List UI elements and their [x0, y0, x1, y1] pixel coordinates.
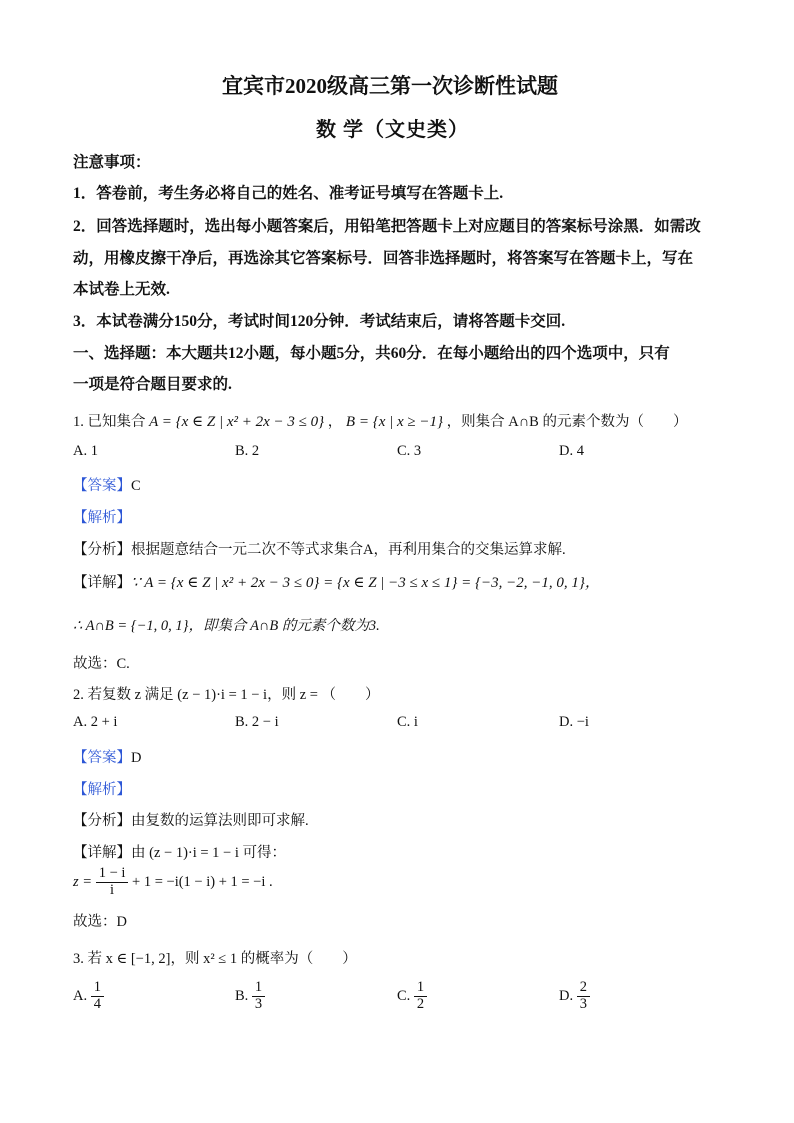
- fraction-denominator: 3: [579, 995, 587, 1012]
- question-2-stem: 2. 若复数 z 满足 (z − 1)·i = 1 − i，则 z = （ ）: [73, 687, 380, 703]
- question-2-choose: 故选：D: [73, 914, 127, 930]
- option-fraction: [414, 980, 427, 1013]
- answer-value: D: [131, 750, 142, 766]
- question-1-option-b: B. 2: [235, 443, 260, 459]
- question-2-option-c: C. i: [397, 714, 418, 730]
- notice-item-2-line-1: 2．回答选择题时，选出每小题答案后，用铅笔把答题卡上对应题目的答案标号涂黑．如需改: [73, 218, 701, 235]
- question-1-xiangjie: [73, 571, 600, 592]
- question-2-equation: [73, 866, 273, 899]
- fraction-denominator: 4: [93, 995, 101, 1012]
- answer-tag: 【答案】: [73, 478, 131, 494]
- fenxi-text: 根据题意结合一元二次不等式求集合A，再利用集合的交集运算求解.: [131, 542, 566, 558]
- xiangjie-tag: 【详解】: [73, 575, 131, 591]
- question-1-set-a: A = {x ∈ Z | x² + 2x − 3 ≤ 0}: [149, 414, 325, 430]
- question-1-suffix: ，则集合 A∩B 的元素个数为（ ）: [446, 414, 688, 430]
- equation-lhs: z =: [73, 873, 93, 890]
- fraction-numerator: 1: [91, 980, 104, 997]
- question-1-prefix: 1. 已知集合: [73, 414, 146, 430]
- question-3-option-b: [235, 980, 265, 1013]
- question-1-answer: [73, 474, 141, 495]
- question-2-option-b: B. 2 − i: [235, 714, 279, 730]
- question-1-option-d: D. 4: [559, 443, 584, 459]
- fraction-numerator: 1 − i: [96, 866, 129, 883]
- question-1-choose: 故选：C.: [73, 656, 130, 672]
- section-heading-line-1: 一、选择题：本大题共12小题，每小题5分，共60分．在每小题给出的四个选项中，只有: [73, 345, 670, 362]
- question-1-stem: [73, 410, 687, 431]
- question-1-option-a: A. 1: [73, 443, 98, 459]
- fenxi-tag: 【分析】: [73, 542, 131, 558]
- fraction-numerator: 1: [414, 980, 427, 997]
- xiangjie-text: ∵ A = {x ∈ Z | x² + 2x − 3 ≤ 0} = {x ∈ Z | −3 ≤ x ≤ 1} = {−3, −2, −1, 0, 1}，: [131, 575, 600, 591]
- answer-tag: 【答案】: [73, 750, 131, 766]
- equation-fraction: [96, 866, 129, 899]
- option-fraction: [252, 980, 265, 1013]
- fraction-denominator: i: [110, 881, 115, 898]
- option-label: C.: [397, 987, 411, 1004]
- notice-item-2-line-3: 本试卷上无效.: [73, 281, 170, 298]
- fenxi-text: 由复数的运算法则即可求解.: [131, 813, 309, 829]
- question-1-set-b: B = {x | x ≥ −1}: [345, 414, 443, 430]
- question-1-fenxi: [73, 538, 566, 559]
- page-title: 宜宾市2020级高三第一次诊断性试题: [222, 74, 558, 98]
- fraction-numerator: 1: [252, 980, 265, 997]
- question-3-stem: 3. 若 x ∈ [−1, 2]，则 x² ≤ 1 的概率为（ ）: [73, 951, 357, 967]
- question-1-separator: ，: [327, 414, 343, 430]
- question-1-conclusion: ∴ A∩B = {−1, 0, 1}，即集合 A∩B 的元素个数为3.: [73, 618, 380, 634]
- notice-item-3: 3．本试卷满分150分，考试时间120分钟．考试结束后，请将答题卡交回.: [73, 313, 566, 330]
- fraction-numerator: 2: [577, 980, 590, 997]
- question-2-option-a: A. 2 + i: [73, 714, 118, 730]
- option-label: D.: [559, 987, 574, 1004]
- notice-heading: 注意事项：: [73, 154, 151, 171]
- page-subtitle: 数 学（文史类）: [316, 119, 469, 141]
- question-3-option-d: [559, 980, 590, 1013]
- fraction-denominator: 2: [416, 995, 425, 1012]
- question-2-xiangjie: [73, 841, 286, 862]
- option-label: B.: [235, 987, 249, 1004]
- notice-item-2-line-2: 动，用橡皮擦干净后，再选涂其它答案标号．回答非选择题时，将答案写在答题卡上，写在: [73, 250, 694, 267]
- option-label: A.: [73, 987, 88, 1004]
- question-1-analysis-tag: 【解析】: [73, 510, 131, 526]
- question-3-option-a: [73, 980, 104, 1013]
- option-fraction: [91, 980, 104, 1013]
- question-2-fenxi: [73, 809, 309, 830]
- question-1-option-c: C. 3: [397, 443, 422, 459]
- fenxi-tag: 【分析】: [73, 813, 131, 829]
- xiangjie-tag: 【详解】: [73, 845, 131, 861]
- question-3-option-c: [397, 980, 427, 1013]
- notice-item-1: 1．答卷前，考生务必将自己的姓名、准考证号填写在答题卡上.: [73, 185, 504, 202]
- fraction-denominator: 3: [254, 995, 263, 1012]
- question-2-answer: [73, 746, 141, 767]
- answer-value: C: [131, 478, 141, 494]
- xiangjie-text: 由 (z − 1)·i = 1 − i 可得：: [131, 845, 287, 861]
- question-2-option-d: D. −i: [559, 714, 589, 730]
- question-2-analysis-tag: 【解析】: [73, 782, 131, 798]
- equation-rhs: + 1 = −i(1 − i) + 1 = −i .: [132, 873, 273, 890]
- option-fraction: [577, 980, 590, 1013]
- section-heading-line-2: 一项是符合题目要求的.: [73, 376, 232, 393]
